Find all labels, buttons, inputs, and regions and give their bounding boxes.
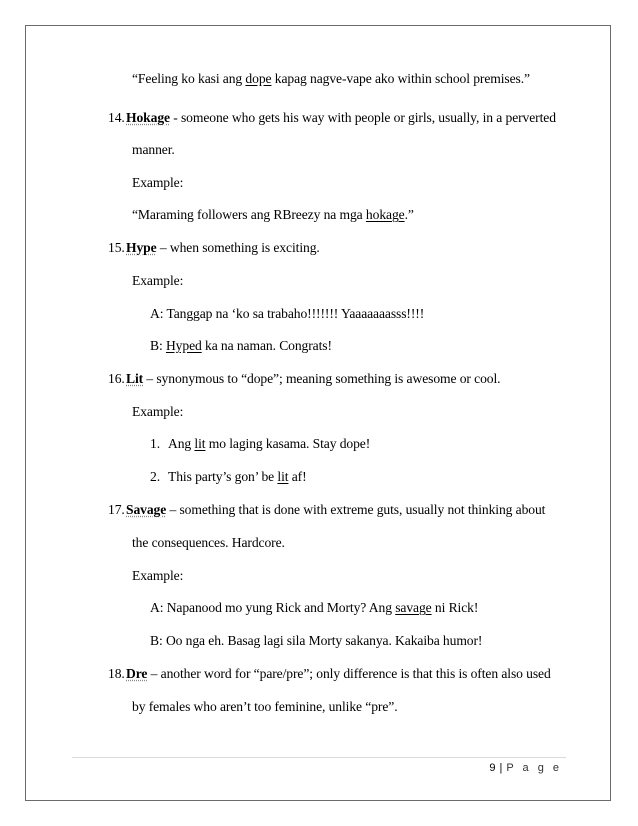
example-label (132, 404, 183, 420)
entry-dre (108, 666, 551, 682)
entry-number: 14. (108, 110, 125, 125)
dialogue-line-b (150, 633, 482, 649)
text-segment: ka na naman. Congrats! (201, 338, 332, 353)
page-border (25, 25, 611, 801)
page-number: 9 (489, 762, 496, 774)
definition-continuation (132, 699, 398, 715)
entry-definition: – something that is done with extreme guts, usually not thinking about (166, 502, 546, 517)
list-number: 2. (150, 469, 160, 484)
entry-definition: - someone who gets his way with people or girls, usually, in a perverted (169, 110, 556, 125)
underlined-word: Hyped (165, 338, 202, 353)
page-footer (489, 762, 562, 774)
text-segment: “Maraming followers ang RBreezy na mga (132, 207, 366, 222)
entry-definition: – another word for “pare/pre”; only difference is that this is often also used (147, 666, 551, 681)
dialogue-line-b (150, 338, 332, 354)
text-segment: A: Napanood mo yung Rick and Morty? Ang (150, 600, 396, 615)
text-segment: B: Oo nga eh. Basag lagi sila Morty sakanya. Kakaiba humor! (150, 633, 483, 648)
numbered-example-1 (150, 436, 370, 452)
text-segment: by females who aren’t too feminine, unlike “pre”. (132, 699, 398, 714)
text-segment: Example: (132, 568, 184, 583)
dialogue-line-a (150, 306, 424, 322)
underlined-word: savage (395, 600, 432, 615)
text-segment: A: Tanggap na ‘ko sa trabaho!!!!!!! Yaaaaaaasss!!!! (150, 306, 425, 321)
entry-savage (108, 502, 545, 518)
text-segment: the consequences. Hardcore. (132, 535, 285, 550)
text-segment: af! (288, 469, 307, 484)
entry-hype (108, 240, 320, 256)
text-segment: This party’s gon’ be (168, 469, 278, 484)
text-segment: manner. (132, 142, 175, 157)
entry-term: Lit (126, 371, 144, 386)
list-number: 1. (150, 436, 160, 451)
entry-term: Hokage (126, 110, 170, 125)
entry-number: 17. (108, 502, 125, 517)
entry-definition: – synonymous to “dope”; meaning something is awesome or cool. (143, 371, 501, 386)
underlined-word: lit (194, 436, 206, 451)
text-segment: B: (150, 338, 166, 353)
underlined-word: dope (245, 71, 272, 86)
footer-separator: | (499, 762, 503, 774)
underlined-word: lit (277, 469, 289, 484)
numbered-example-2 (150, 469, 307, 485)
underlined-word: hokage (365, 207, 405, 222)
text-segment: ni Rick! (431, 600, 479, 615)
definition-continuation (132, 535, 285, 551)
text-segment: Ang (168, 436, 195, 451)
entry-number: 18. (108, 666, 125, 681)
text-segment: .” (404, 207, 414, 222)
text-segment: “Feeling ko kasi ang (132, 71, 246, 86)
entry-term: Savage (126, 502, 167, 517)
example-sentence-hokage (132, 207, 414, 223)
example-label (132, 568, 183, 584)
text-segment: kapag nagve-vape ako within school premises.” (271, 71, 530, 86)
text-segment: Example: (132, 404, 184, 419)
entry-number: 16. (108, 371, 125, 386)
definition-continuation (132, 142, 175, 158)
entry-term: Hype (126, 240, 157, 255)
entry-number: 15. (108, 240, 125, 255)
text-segment: Example: (132, 175, 184, 190)
text-segment: mo laging kasama. Stay dope! (205, 436, 371, 451)
entry-definition: – when something is exciting. (156, 240, 320, 255)
example-sentence-dope (132, 71, 530, 87)
page-label: P a g e (506, 762, 562, 774)
example-label (132, 175, 183, 191)
entry-hokage (108, 110, 556, 126)
entry-lit (108, 371, 500, 387)
example-label (132, 273, 183, 289)
entry-term: Dre (126, 666, 148, 681)
footer-divider (72, 757, 566, 758)
text-segment: Example: (132, 273, 184, 288)
dialogue-line-a (150, 600, 478, 616)
